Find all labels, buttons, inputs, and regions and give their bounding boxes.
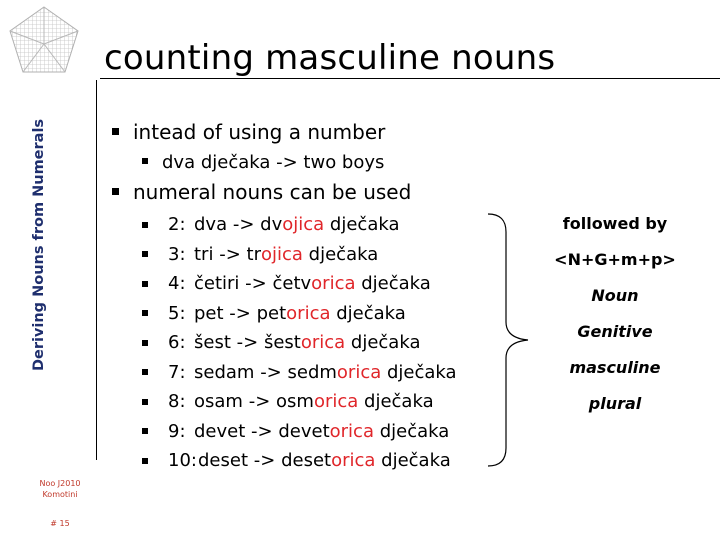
numeral-label: 10: — [168, 450, 197, 472]
numeral-suffix: orica — [311, 273, 356, 295]
numeral-label: 5: — [168, 302, 186, 324]
list-item — [142, 358, 457, 388]
arrow: -> — [232, 214, 255, 236]
right-brace-icon — [484, 210, 536, 470]
grammar-tag: <N+G+m+p> — [554, 250, 676, 269]
arrow: -> — [248, 391, 271, 413]
numeral-label: 8: — [168, 391, 186, 413]
side-divider — [96, 80, 97, 460]
numeral-label: 3: — [168, 243, 186, 265]
list-item — [142, 269, 457, 299]
numeral-label: 6: — [168, 332, 186, 354]
followed-by-label: followed by — [562, 214, 668, 233]
arrow: -> — [229, 302, 251, 324]
annotation-column — [540, 210, 690, 426]
numeral-stem: tr — [246, 243, 261, 265]
numeral-base: četiri — [194, 273, 240, 295]
numeral-stem: osm — [276, 391, 314, 413]
numeral-base: tri — [194, 243, 214, 265]
numeral-stem: deset — [281, 450, 332, 472]
bullet-square-icon — [142, 222, 148, 228]
bullet-square-icon — [142, 458, 148, 464]
bullet-square-icon — [142, 369, 148, 375]
bullet-square-icon — [142, 428, 148, 434]
title-divider — [100, 78, 720, 79]
numeral-suffix: orica — [286, 302, 331, 324]
bullet-square-icon — [142, 310, 148, 316]
bullet-text: numeral nouns can be used — [133, 180, 412, 204]
bullet-square-icon — [112, 188, 119, 195]
bullet-square-icon — [142, 158, 148, 164]
numeral-label: 4: — [168, 273, 186, 295]
numeral-suffix: orica — [336, 361, 382, 383]
numeral-list — [142, 210, 457, 476]
numeral-stem: četv — [272, 273, 312, 295]
noun-label: Noun — [591, 286, 639, 305]
noun-form: dječaka — [308, 243, 379, 265]
bullet-text: intead of using a number — [133, 120, 386, 144]
numeral-label: 7: — [168, 361, 186, 383]
numeral-base: deset — [198, 450, 249, 472]
noun-form: dječaka — [350, 332, 421, 354]
list-item — [142, 240, 457, 270]
bullet-square-icon — [112, 128, 119, 135]
numeral-suffix: orica — [300, 332, 346, 354]
footer-location: Komotini — [42, 490, 78, 499]
arrow: -> — [251, 420, 273, 442]
side-title-container — [28, 90, 50, 400]
bullet-square-icon — [142, 281, 148, 287]
list-item — [142, 210, 457, 240]
numeral-stem: dv — [260, 214, 283, 236]
noun-form: dječaka — [361, 273, 431, 295]
list-item — [142, 299, 457, 329]
numeral-stem: pet — [256, 302, 287, 324]
footer-conference: Noo J2010 — [39, 479, 81, 488]
footer — [30, 478, 90, 529]
numeral-label: 9: — [168, 420, 186, 442]
numeral-base: osam — [194, 391, 243, 413]
page-title: counting masculine nouns — [104, 38, 556, 78]
list-item — [142, 446, 457, 476]
numeral-suffix: orica — [329, 420, 374, 442]
list-item — [142, 328, 457, 358]
noun-form: dječaka — [381, 450, 451, 472]
numeral-base: šest — [194, 332, 231, 354]
noun-form: dječaka — [329, 214, 400, 236]
noun-form: dječaka — [336, 302, 406, 324]
numeral-stem: šest — [263, 332, 301, 354]
list-item — [142, 387, 457, 417]
bullet-numeral-nouns — [112, 180, 411, 204]
sub-bullet-text: dva dječaka -> two boys — [162, 152, 385, 173]
numeral-suffix: orica — [313, 391, 359, 413]
numeral-base: pet — [194, 302, 224, 324]
arrow: -> — [245, 273, 267, 295]
logo-icon — [4, 4, 82, 76]
arrow: -> — [236, 332, 259, 354]
numeral-label: 2: — [168, 214, 186, 236]
bullet-intead — [112, 120, 385, 144]
list-item — [142, 417, 457, 447]
arrow: -> — [219, 243, 241, 265]
arrow: -> — [260, 361, 282, 383]
numeral-stem: sedm — [287, 361, 337, 383]
numeral-base: devet — [194, 420, 246, 442]
numeral-suffix: orica — [331, 450, 376, 472]
plural-label: plural — [588, 394, 642, 413]
arrow: -> — [253, 450, 276, 472]
noun-form: dječaka — [364, 391, 434, 413]
noun-form: dječaka — [387, 361, 457, 383]
side-title: Deriving Nouns from Numerals — [31, 118, 47, 372]
page-number: # 15 — [50, 519, 70, 528]
numeral-base: dva — [194, 214, 228, 236]
genitive-label: Genitive — [577, 322, 653, 341]
bullet-square-icon — [142, 340, 148, 346]
noun-form: dječaka — [379, 420, 450, 442]
masculine-label: masculine — [569, 358, 661, 377]
numeral-suffix: ojica — [282, 214, 325, 236]
numeral-base: sedam — [194, 361, 255, 383]
sub-bullet-dva — [142, 152, 384, 173]
bullet-square-icon — [142, 251, 148, 257]
numeral-stem: devet — [278, 420, 330, 442]
bullet-square-icon — [142, 399, 148, 405]
numeral-suffix: ojica — [260, 243, 303, 265]
